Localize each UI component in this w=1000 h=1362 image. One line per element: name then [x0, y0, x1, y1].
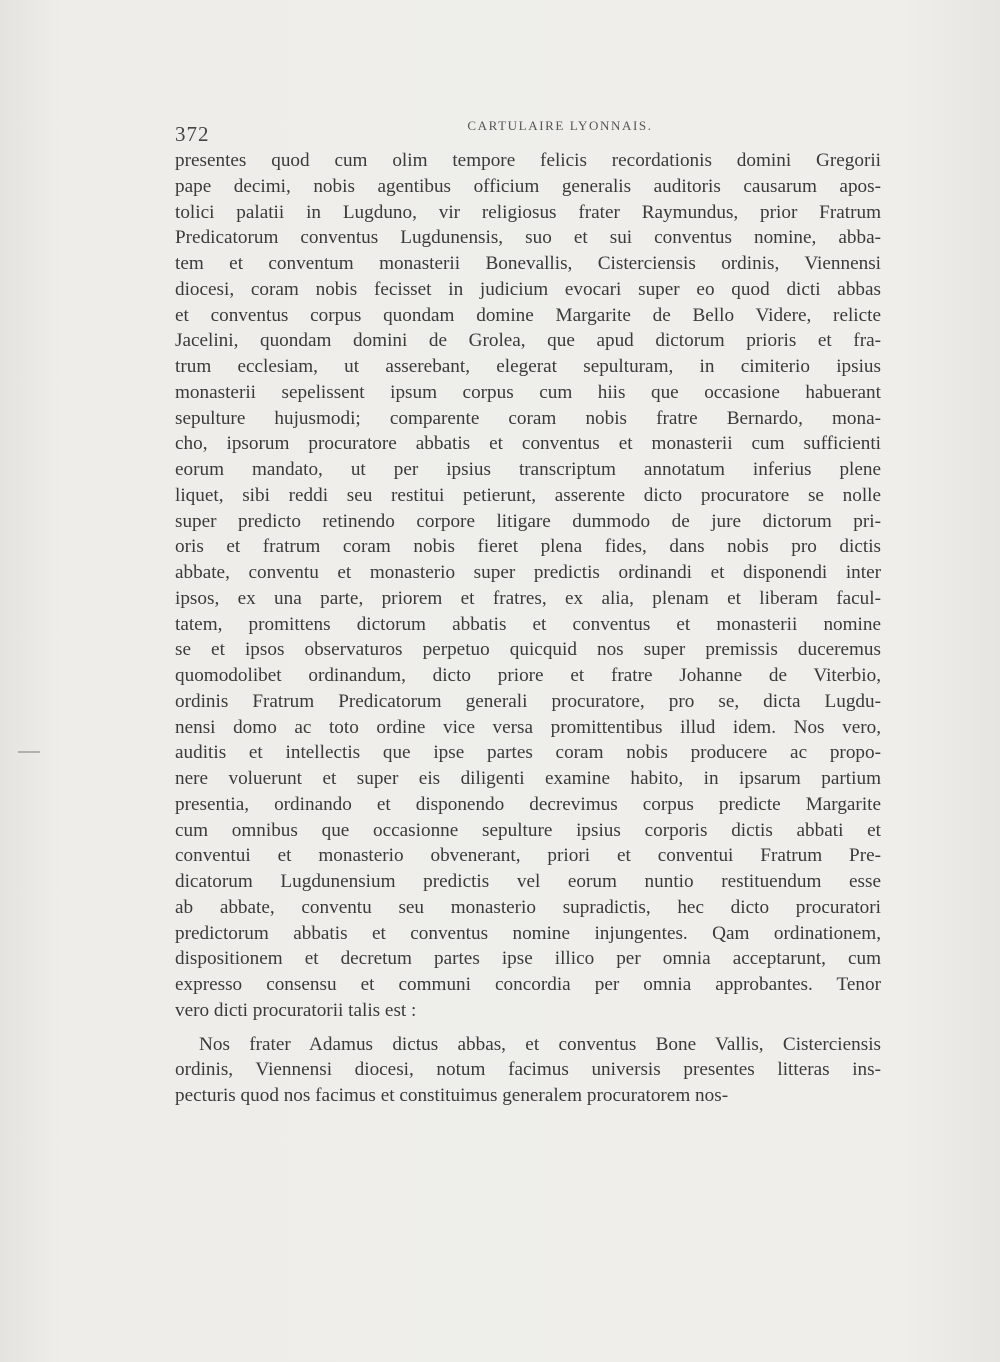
text-line: diocesi, coram nobis fecisset in judicium evocari super eo quod dicti abbas: [175, 278, 881, 300]
text-line: sepulture hujusmodi; comparente coram nobis fratre Bernardo, mona-: [175, 407, 881, 429]
text-line: ordinis Fratrum Predicatorum generali procuratore, pro se, dicta Lugdu-: [175, 690, 881, 712]
text-line: expresso consensu et communi concordia per omnia approbantes. Tenor: [175, 974, 881, 995]
text-line: et conventus corpus quondam domine Margarite de Bello Videre, relicte: [175, 304, 881, 326]
running-title: CARTULAIRE LYONNAIS.: [467, 118, 653, 133]
text-line: nere voluerunt et super eis diligenti examine habito, in ipsarum partium: [175, 768, 881, 789]
text-line: ab abbate, conventu seu monasterio supradictis, hec dicto procuratori: [175, 896, 881, 918]
text-line: oris et fratrum coram nobis fieret plena fides, dans nobis pro dictis: [175, 536, 881, 558]
text-line: predictorum abbatis et conventus nomine injungentes. Qam ordinationem,: [175, 922, 881, 944]
body-text: [175, 148, 881, 1109]
text-line: tem et conventum monasterii Bonevallis, Cisterciensis ordinis, Viennensi: [175, 253, 881, 274]
page-number: 372: [175, 122, 210, 146]
text-line: ipsos, ex una parte, priorem et fratres, ex alia, plenam et liberam facul-: [175, 587, 881, 609]
text-line: ordinis, Viennensi diocesi, notum facimus universis presentes litteras ins-: [175, 1059, 881, 1081]
text-line: quomodolibet ordinandum, dicto priore et fratre Johanne de Viterbio,: [175, 665, 881, 686]
page-header: [175, 118, 885, 144]
text-line: tolici palatii in Lugduno, vir religiosus frater Raymundus, prior Fratrum: [175, 201, 881, 223]
text-line: dicatorum Lugdunensium predictis vel eorum nuntio restituendum esse: [175, 871, 881, 892]
text-line: Nos frater Adamus dictus abbas, et conventus Bone Vallis, Cisterciensis: [199, 1033, 881, 1055]
text-line: se et ipsos observaturos perpetuo quicquid nos super premissis duceremus: [175, 639, 881, 661]
text-line: auditis et intellectis que ipse partes coram nobis producere ac propo-: [175, 742, 881, 764]
text-line: cum omnibus que occasionne sepulture ipsius corporis dictis abbati et: [175, 819, 881, 841]
text-line: monasterii sepelissent ipsum corpus cum hiis que occasione habuerant: [175, 381, 881, 403]
text-line: liquet, sibi reddi seu restitui petierunt, asserente dicto procuratore se nolle: [175, 484, 881, 506]
text-line: dispositionem et decretum partes ipse illico per omnia acceptarunt, cum: [175, 948, 881, 970]
text-line: vero dicti procuratorii talis est :: [175, 999, 417, 1021]
text-line: Predicatorum conventus Lugdunensis, suo et sui conventus nomine, abba-: [175, 227, 881, 249]
paragraph-gap: [175, 1024, 881, 1032]
text-line: cho, ipsorum procuratore abbatis et conventus et monasterii cum sufficienti: [175, 433, 881, 455]
paragraph-2: [175, 1032, 881, 1109]
text-line: abbate, conventu et monasterio super predictis ordinandi et disponendi inter: [175, 562, 881, 583]
text-line: trum ecclesiam, ut asserebant, elegerat sepulturam, in cimiterio ipsius: [175, 356, 881, 377]
text-line: super predicto retinendo corpore litigare dummodo de jure dictorum pri-: [175, 510, 881, 532]
margin-mark: [18, 751, 40, 753]
text-line: presentes quod cum olim tempore felicis recordationis domini Gregorii: [175, 150, 881, 171]
text-line: pecturis quod nos facimus et constituimus generalem procuratorem nos-: [175, 1085, 729, 1106]
text-line: Jacelini, quondam domini de Grolea, que apud dictorum prioris et fra-: [175, 330, 881, 352]
text-line: pape decimi, nobis agentibus officium generalis auditoris causarum apos-: [175, 175, 881, 197]
paragraph-1: [175, 148, 881, 1024]
text-line: eorum mandato, ut per ipsius transcriptum annotatum inferius plene: [175, 459, 881, 480]
text-line: nensi domo ac toto ordine vice versa promittentibus illud idem. Nos vero,: [175, 716, 881, 738]
text-line: presentia, ordinando et disponendo decrevimus corpus predicte Margarite: [175, 793, 881, 815]
text-line: conventui et monasterio obvenerant, priori et conventui Fratrum Pre-: [175, 845, 881, 867]
text-line: tatem, promittens dictorum abbatis et conventus et monasterii nomine: [175, 613, 881, 635]
